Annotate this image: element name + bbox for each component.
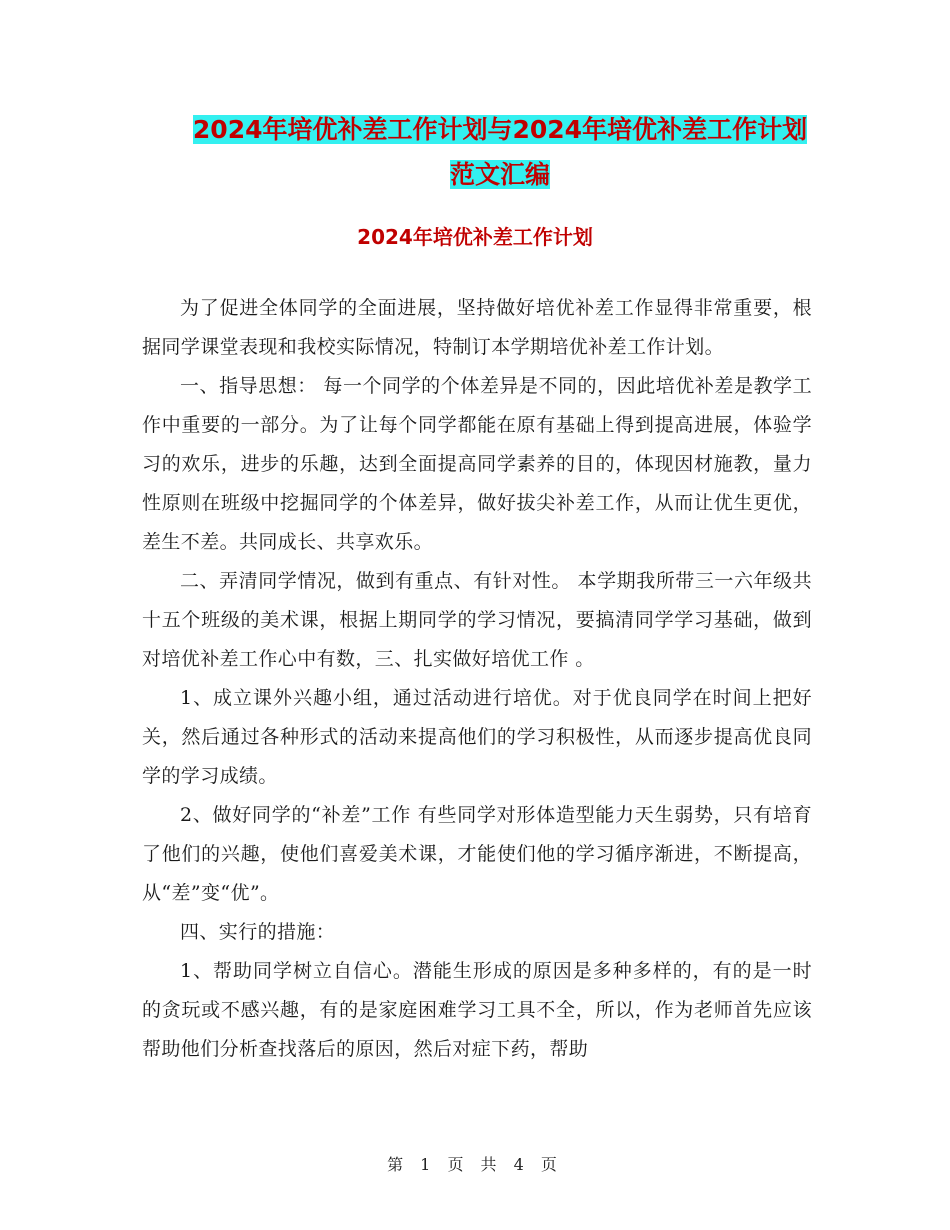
paragraph: 1、成立课外兴趣小组，通过活动进行培优。对于优良同学在时间上把好关，然后通过各种形式的活动来提高他们的学习积极性，从而逐步提高优良同学的学习成绩。 — [142, 687, 812, 787]
document-title-line-2: 范文汇编 — [449, 160, 550, 189]
section-title: 2024年培优补差工作计划 — [357, 225, 593, 249]
paragraph: 2、做好同学的“补差”工作 有些同学对形体造型能力天生弱势，只有培育了他们的兴趣，使他们喜爱美术课，才能使们他的学习循序渐进，不断提高，从“差”变“优”。 — [142, 804, 812, 904]
paragraph: 一、指导思想： 每一个同学的个体差异是不同的，因此培优补差是教学工作中重要的一部分。为了让每个同学都能在原有基础上得到提高进展，体验学习的欢乐，进步的乐趣，达到全面提高同学素养的目的，体现因材施教，量力性原则在班级中挖掘同学的个体差异，做好拔尖补差工作，从而让优生更优，差生不差。共同成长、共享欢乐。 — [142, 375, 812, 553]
body-text — [142, 289, 812, 1069]
paragraph: 为了促进全体同学的全面进展，坚持做好培优补差工作显得非常重要，根据同学课堂表现和我校实际情况，特制订本学期培优补差工作计划。 — [142, 297, 812, 358]
document-title-line-1: 2024年培优补差工作计划与2024年培优补差工作计划 — [192, 115, 808, 144]
page-footer: 第 1 页 共 4 页 — [387, 1155, 563, 1174]
paragraph: 二、弄清同学情况，做到有重点、有针对性。 本学期我所带三一六年级共十五个班级的美术课，根据上期同学的学习情况，要搞清同学学习基础，做到对培优补差工作心中有数，三、扎实做好培优工作 。 — [142, 570, 812, 670]
paragraph: 四、实行的措施： — [180, 921, 336, 943]
paragraph: 1、帮助同学树立自信心。潜能生形成的原因是多种多样的，有的是一时的贪玩或不感兴趣，有的是家庭困难学习工具不全，所以，作为老师首先应该帮助他们分析查找落后的原因，然后对症下药，帮助 — [142, 960, 812, 1060]
